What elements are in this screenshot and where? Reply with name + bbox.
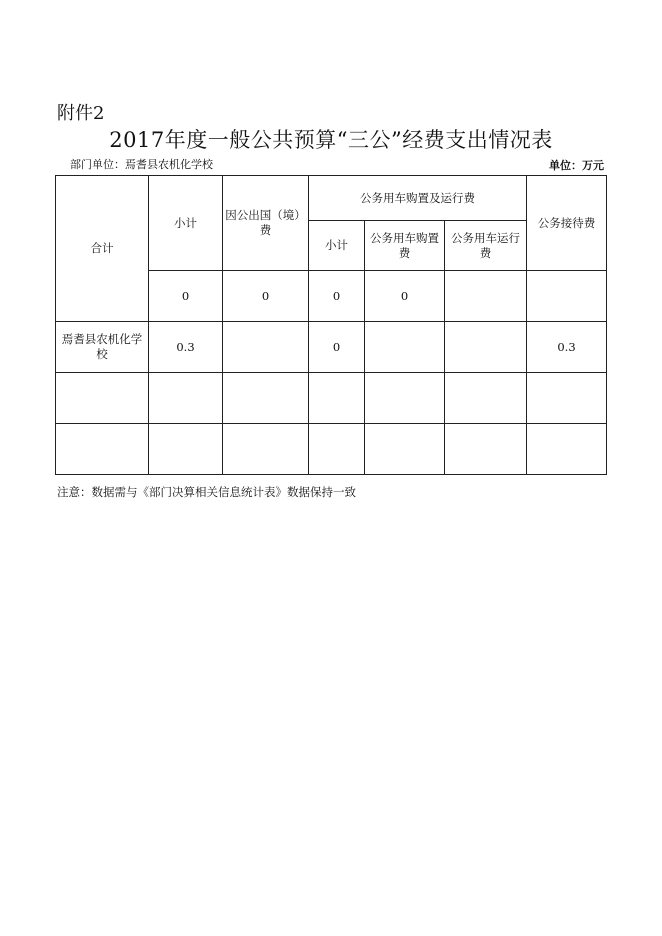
table-cell: 0: [309, 322, 365, 373]
unit-label: 单位：万元: [549, 159, 604, 172]
header-vehicle-group: 公务用车购置及运行费: [309, 176, 527, 221]
table-cell: 0: [365, 271, 445, 322]
table-cell: [527, 271, 607, 322]
department-label: 部门单位：焉耆县农机化学校: [70, 158, 213, 171]
footer-note: 注意：数据需与《部门决算相关信息统计表》数据保持一致: [57, 485, 356, 499]
table-cell: [365, 373, 445, 424]
table-cell: [445, 373, 527, 424]
table-cell: [309, 373, 365, 424]
table-cell: [56, 373, 149, 424]
table-cell: 0.3: [149, 322, 223, 373]
table-cell: [445, 271, 527, 322]
table-cell: [149, 373, 223, 424]
header-row-1: [56, 176, 607, 221]
header-total: 合计: [56, 176, 149, 322]
table-cell: [445, 322, 527, 373]
table-cell: [445, 424, 527, 475]
header-abroad: 因公出国（境）费: [223, 176, 309, 271]
header-vehicle-subtotal: 小计: [309, 221, 365, 271]
table-row: [56, 373, 607, 424]
table-row: [56, 424, 607, 475]
header-vehicle-operation: 公务用车运行费: [445, 221, 527, 271]
table-cell: [56, 424, 149, 475]
table-cell: [527, 424, 607, 475]
table-cell: [149, 424, 223, 475]
table-cell: [223, 322, 309, 373]
header-vehicle-purchase: 公务用车购置费: [365, 221, 445, 271]
table-cell: 0: [309, 271, 365, 322]
table-cell: [527, 373, 607, 424]
header-reception: 公务接待费: [527, 176, 607, 271]
page-title: 2017年度一般公共预算“三公”经费支出情况表: [109, 128, 553, 152]
table-cell: [365, 424, 445, 475]
table-row: [56, 322, 607, 373]
table-cell: [223, 424, 309, 475]
attachment-label: 附件2: [57, 103, 105, 124]
table-cell: [223, 373, 309, 424]
table-cell: 0.3: [527, 322, 607, 373]
table-cell: 焉耆县农机化学校: [56, 322, 149, 373]
table-cell: [309, 424, 365, 475]
header-subtotal: 小计: [149, 176, 223, 271]
table-cell: 0: [223, 271, 309, 322]
expense-table: [55, 175, 607, 475]
table-cell: [365, 322, 445, 373]
table-cell: 0: [149, 271, 223, 322]
